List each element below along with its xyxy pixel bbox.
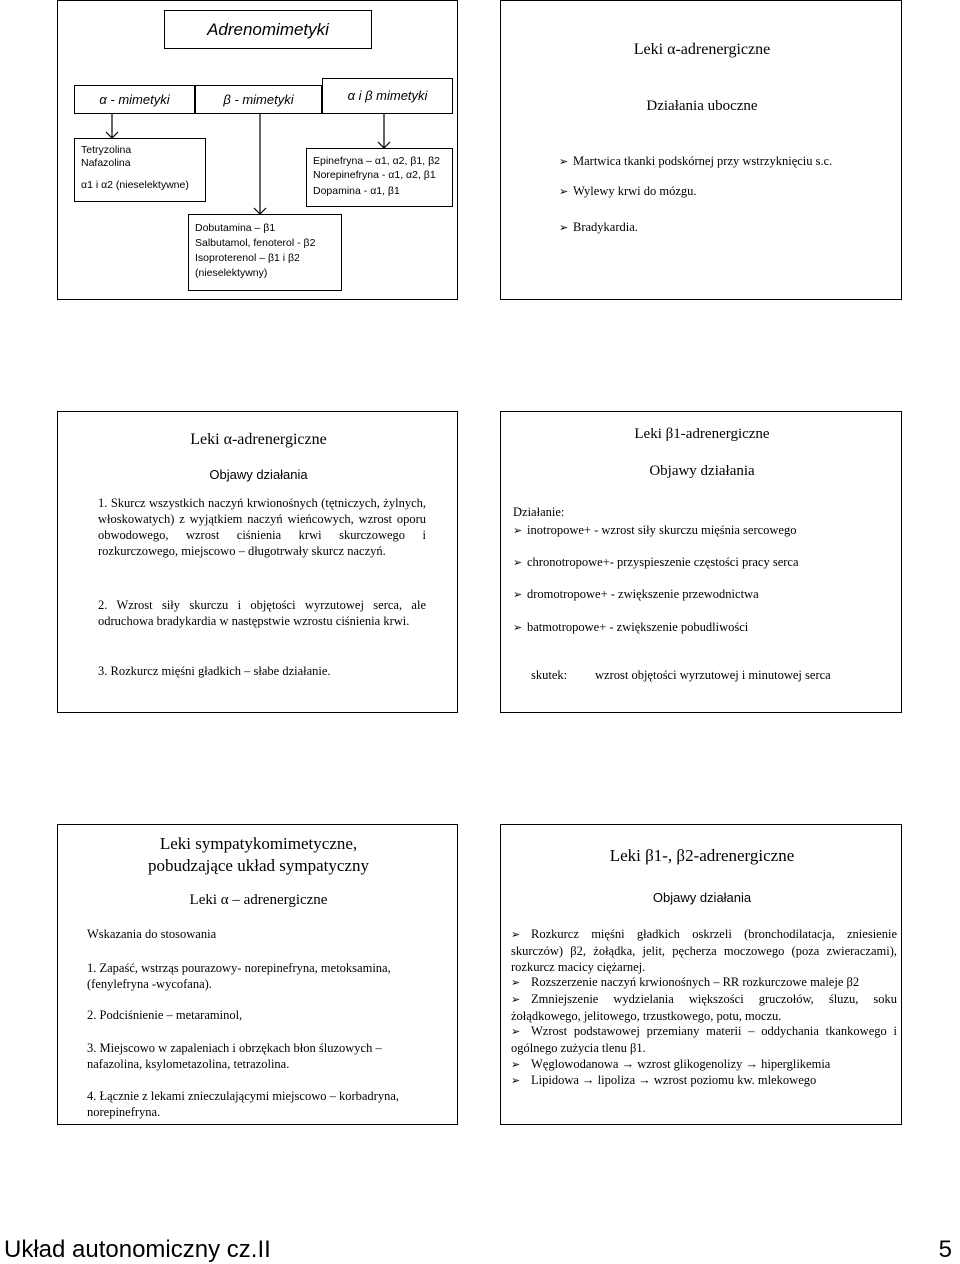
- slide3-title: Leki α-adrenergiczne: [190, 431, 327, 448]
- beta-effect-item: ➢ Rozszerzenie naczyń krwionośnych – RR rozkurczowe maleje β2: [511, 975, 860, 989]
- alpha-drug-list: Tetryzolina Nafazolina α1 i α2 (nieselektywne): [74, 138, 206, 202]
- alpha-mimetics-header: α - mimetyki: [74, 85, 195, 114]
- slide5-title-line1: Leki sympatykomimetyczne,: [159, 834, 358, 853]
- beta-drug-list: Dobutamina – β1 Salbutamol, fenoterol - β2 Isoproterenol – β1 i β2 (nieselektywny): [188, 214, 342, 291]
- arrow-bullet-icon: ➢: [513, 556, 523, 569]
- slide-alpha-effects: [57, 411, 458, 713]
- beta-effect-item: ➢ Lipidowa → lipoliza → wzrost poziomu kw. mlekowego: [511, 1073, 817, 1087]
- side-effect-item: ➢ Martwica tkanki podskórnej przy wstrzyknięciu s.c.: [559, 154, 833, 168]
- slide4-lead: Działanie:: [513, 505, 565, 519]
- slide6-subtitle: Objawy działania: [652, 890, 752, 905]
- slide2-title: Leki α-adrenergiczne: [633, 41, 771, 58]
- side-effect-item: ➢ Wylewy krwi do mózgu.: [559, 184, 697, 198]
- effect-item-3: 3. Rozkurcz mięśni gładkich – słabe działanie.: [98, 664, 331, 678]
- arrow-bullet-icon: ➢: [511, 928, 521, 941]
- footer-title: Układ autonomiczny cz.II: [4, 1236, 271, 1263]
- arrow-bullet-icon: ➢: [559, 185, 569, 198]
- beta1-action-item: ➢ batmotropowe+ - zwiększenie pobudliwości: [513, 620, 749, 634]
- slide-alpha-side-effects: [500, 0, 902, 300]
- beta-effect-item: ➢ Węglowodanowa → wzrost glikogenolizy → hiperglikemia: [511, 1057, 831, 1071]
- effect-item-1: 1. Skurcz wszystkich naczyń krwionośnych (tętniczych, żylnych, włoskowatych) z wyjątkiem naczyń wieńcowych, wzrost oporu obwodowego, wzrost ciśnienia krwi skurczowego i rozkurczowego, miejscowo – długotrwały skurcz naczyń.: [98, 496, 426, 558]
- slide5-title-line2: pobudzające układ sympatyczny: [148, 856, 369, 875]
- slide-beta1-effects: [500, 411, 902, 713]
- indication-item-2: 2. Podciśnienie – metaraminol,: [87, 1008, 243, 1022]
- slide-beta1-beta2-effects: [500, 824, 902, 1125]
- slide4-subtitle: Objawy działania: [649, 463, 755, 479]
- slide-sympathomimetics: [57, 824, 458, 1125]
- alpha-beta-drug-list: Epinefryna – α1, α2, β1, β2 Norepinefryna - α1, α2, β1 Dopamina - α1, β1: [306, 148, 453, 207]
- slide4-title: Leki β1-adrenergiczne: [634, 426, 770, 442]
- arrow-bullet-icon: ➢: [513, 621, 523, 634]
- beta-mimetics-header: β - mimetyki: [195, 85, 322, 114]
- effect-item-2: 2. Wzrost siły skurczu i objętości wyrzutowej serca, ale odruchowa bradykardia w następstwie wzrostu ciśnienia krwi.: [98, 598, 426, 628]
- slide6-title: Leki β1-, β2-adrenergiczne: [609, 846, 795, 865]
- indications-heading: Wskazania do stosowania: [87, 927, 217, 941]
- indication-item-3: 3. Miejscowo w zapaleniach i obrzękach błon śluzowych – nafazolina, ksylometazolina, tetrazolina.: [87, 1041, 382, 1071]
- slide2-subtitle: Działania uboczne: [646, 98, 758, 114]
- beta-effect-item: ➢ Rozkurcz mięśni gładkich oskrzeli (bronchodilatacja, zniesienie skurczów) β2, żołądka, jelit, pęcherza moczowego (poza zwieraczami), rozkurcz macicy ciężarnej.: [511, 927, 897, 974]
- beta1-action-item: ➢ chronotropowe+- przyspieszenie częstości pracy serca: [513, 555, 799, 569]
- arrow-bullet-icon: ➢: [511, 1025, 521, 1038]
- beta1-action-item: ➢ dromotropowe+ - zwiększenie przewodnictwa: [513, 587, 759, 601]
- arrow-bullet-icon: ➢: [511, 976, 521, 989]
- indication-item-1: 1. Zapaść, wstrząs pourazowy- norepinefryna, metoksamina, (fenylefryna -wycofana).: [87, 961, 391, 991]
- page-number: 5: [938, 1236, 952, 1263]
- slide1-title: Adrenomimetyki: [207, 20, 329, 39]
- indication-item-4: 4. Łącznie z lekami znieczulającymi miejscowo – korbadryna, norepinefryna.: [87, 1089, 400, 1119]
- beta-effect-item: ➢ Zmniejszenie wydzielania większości gruczołów, śluzu, soku żołądkowego, jelitowego, trzustkowego, potu, moczu.: [511, 992, 897, 1023]
- slide5-subtitle: Leki α – adrenergiczne: [189, 892, 328, 908]
- arrow-bullet-icon: ➢: [511, 1074, 521, 1087]
- arrow-bullet-icon: ➢: [559, 221, 569, 234]
- arrow-bullet-icon: ➢: [511, 993, 521, 1006]
- slide-adrenomimetyki: [57, 0, 458, 300]
- arrow-bullet-icon: ➢: [513, 524, 523, 537]
- beta1-action-item: ➢ inotropowe+ - wzrost siły skurczu mięśnia sercowego: [513, 523, 797, 537]
- effect-label: skutek:: [531, 668, 568, 682]
- arrow-bullet-icon: ➢: [559, 155, 569, 168]
- slide3-subtitle: Objawy działania: [209, 467, 308, 482]
- effect-text: wzrost objętości wyrzutowej i minutowej serca: [595, 668, 831, 682]
- beta-effect-item: ➢ Wzrost podstawowej przemiany materii – oddychania tkankowego i ogólnego zużycia tlenu β1.: [511, 1024, 897, 1055]
- arrow-bullet-icon: ➢: [511, 1058, 521, 1071]
- arrow-bullet-icon: ➢: [513, 588, 523, 601]
- alpha-beta-mimetics-header: α i β mimetyki: [322, 78, 453, 114]
- side-effect-item: ➢ Bradykardia.: [559, 220, 638, 234]
